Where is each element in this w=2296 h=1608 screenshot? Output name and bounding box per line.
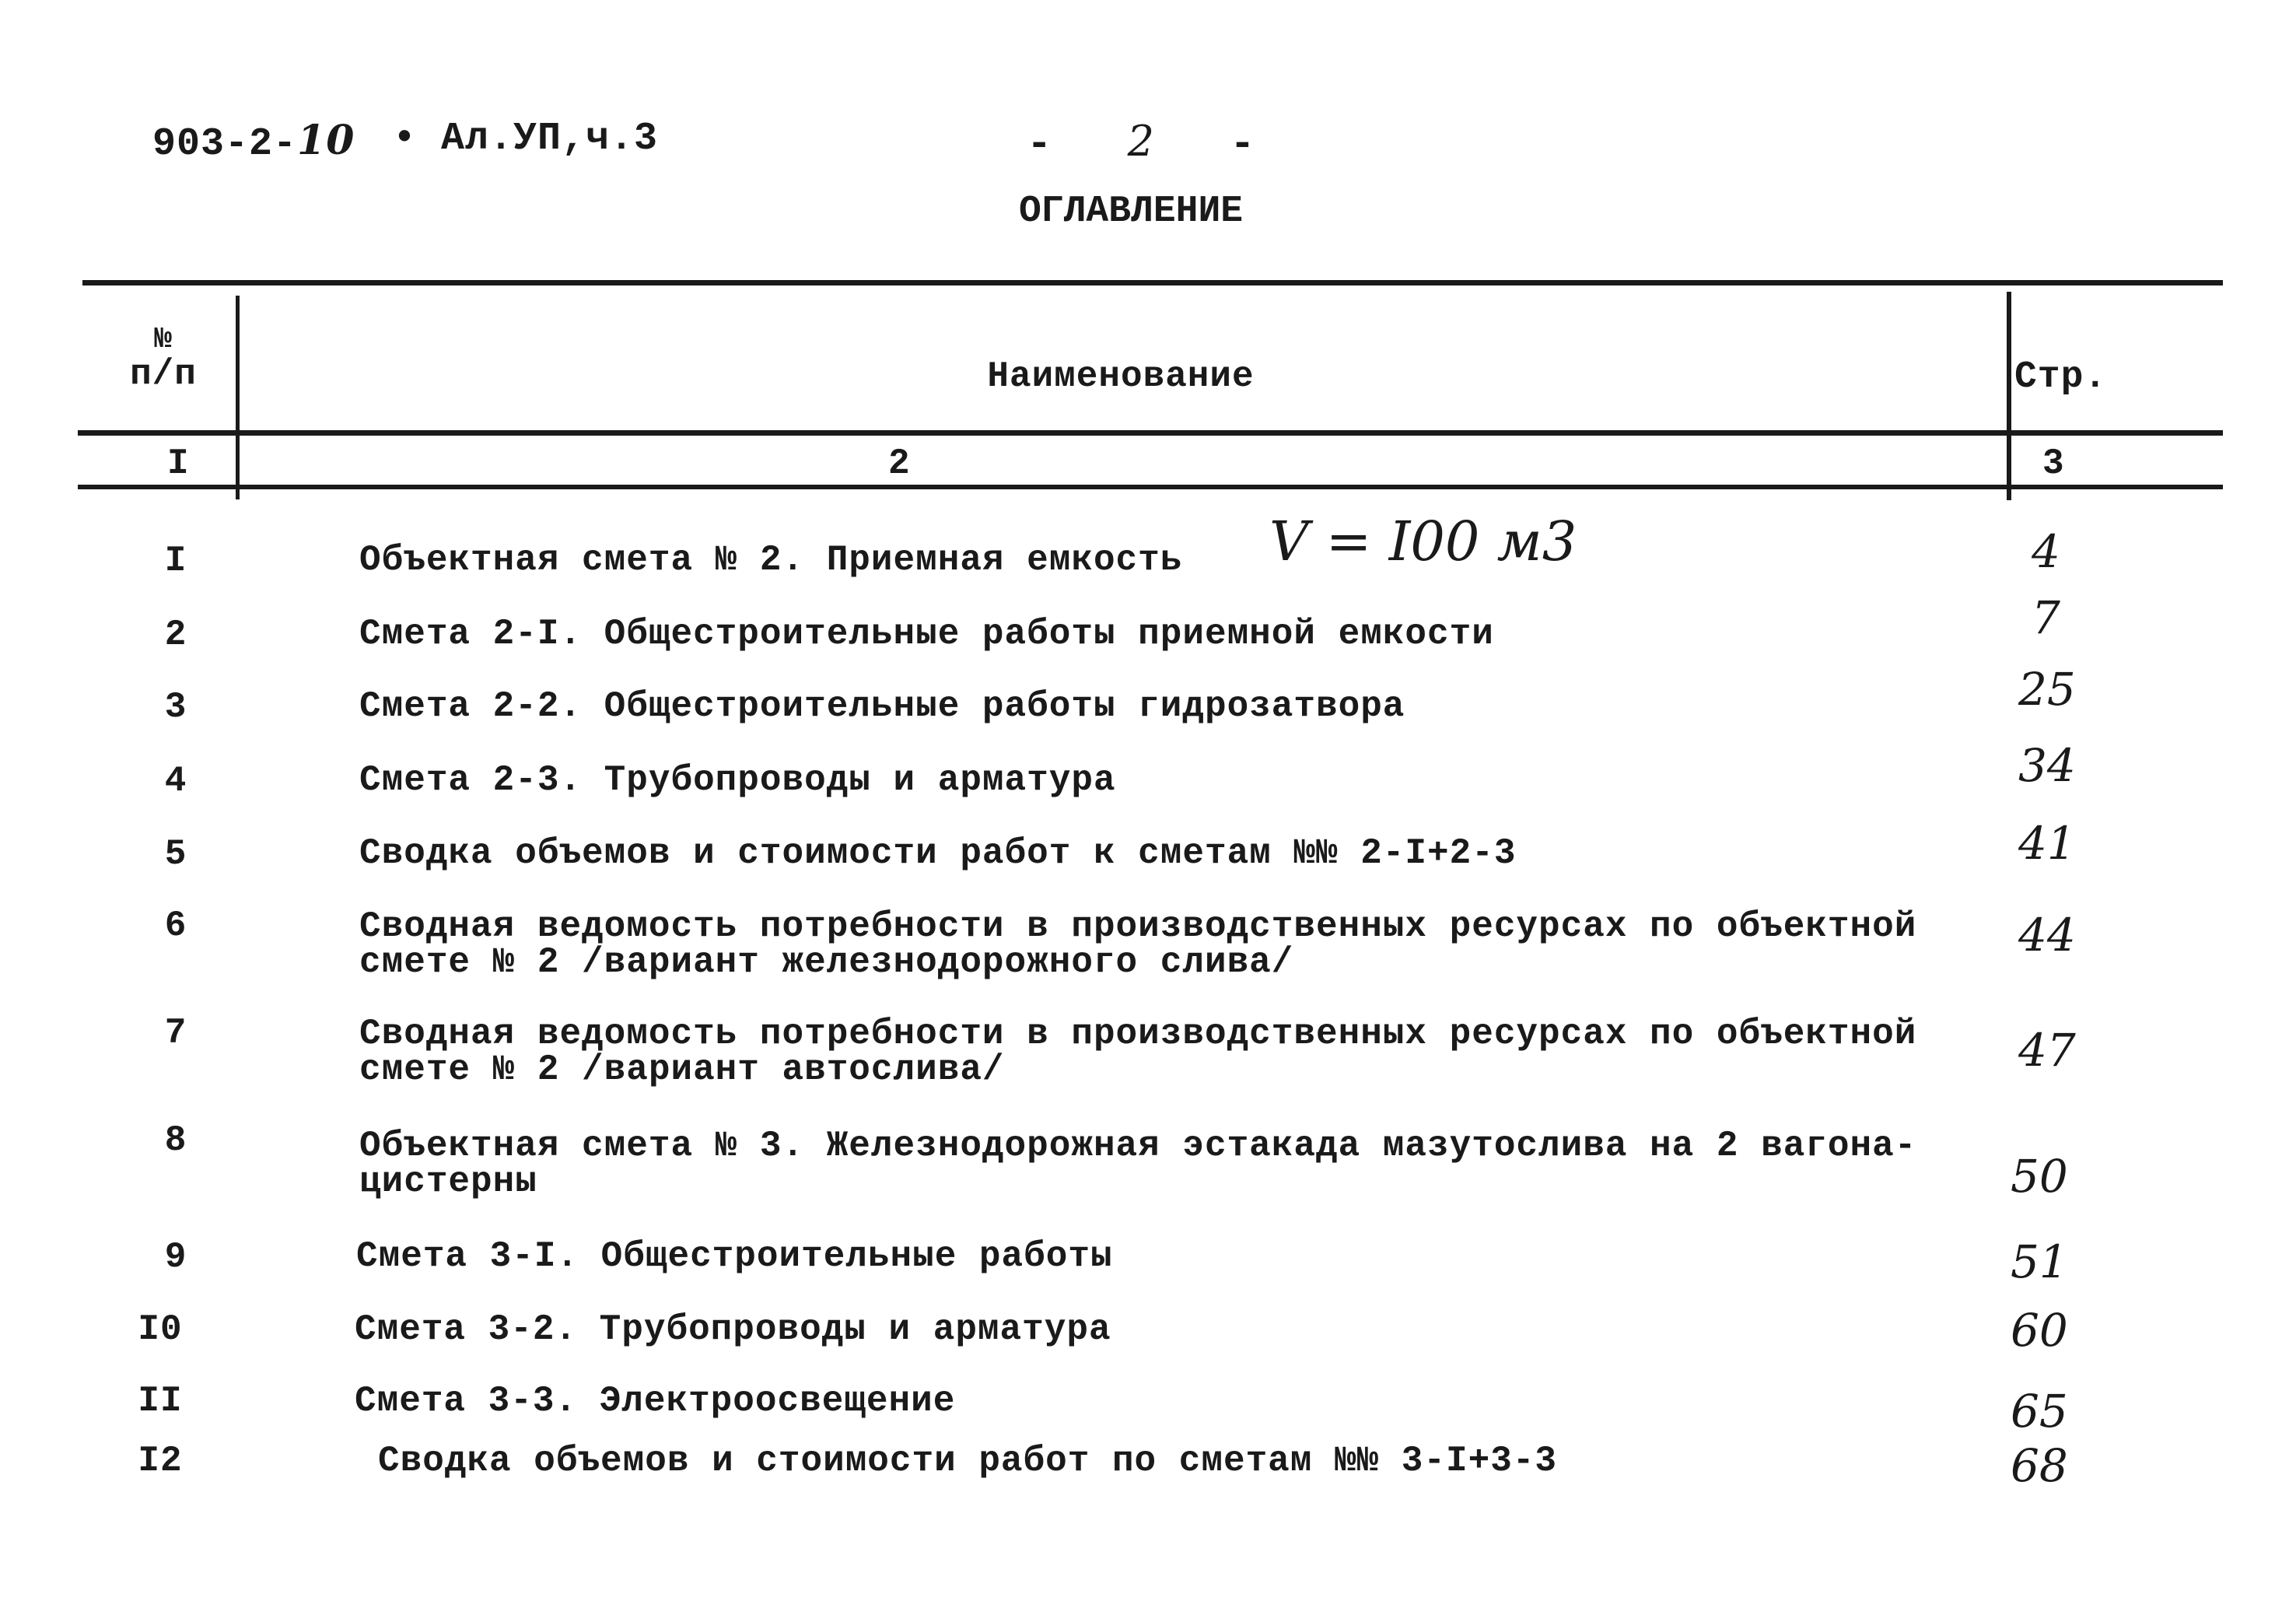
- document-code-handwritten-suffix: 10: [297, 117, 355, 164]
- row-1-title: [359, 510, 1577, 580]
- row-3-title: Смета 2-2. Общестроительные работы гидрозатвора: [359, 686, 1405, 727]
- page-number: - 2 -: [1027, 117, 1255, 169]
- row-10-number: I0: [138, 1309, 183, 1350]
- column-divider-left: [236, 296, 240, 499]
- row-2-page: 7: [2032, 591, 2060, 644]
- row-4-page: 34: [2018, 739, 2076, 792]
- row-12-title: Сводка объемов и стоимости работ по сметам №№ 3-I+3-3: [378, 1441, 1558, 1481]
- row-6-page: 44: [2018, 909, 2076, 962]
- row-11-title: Смета 3-3. Электроосвещение: [355, 1381, 956, 1421]
- document-series: • Ал.УП,ч.3: [393, 117, 659, 161]
- row-8-number: 8: [164, 1120, 187, 1161]
- table-colnum-rule: [78, 485, 2223, 489]
- row-2-number: 2: [164, 615, 187, 655]
- column-number-1: I: [167, 443, 190, 484]
- toc-title: ОГЛАВЛЕНИЕ: [1019, 191, 1244, 233]
- row-8-page: 50: [2011, 1150, 2068, 1203]
- row-12-number: I2: [138, 1441, 183, 1481]
- row-7-number: 7: [164, 1013, 187, 1053]
- table-header-rule: [78, 430, 2223, 436]
- row-1-number: I: [164, 541, 187, 581]
- row-11-page: 65: [2011, 1385, 2068, 1438]
- column-header-page: Стр.: [2014, 356, 2108, 398]
- row-4-title: Смета 2-3. Трубопроводы и арматура: [359, 760, 1116, 800]
- row-9-title: Смета 3-I. Общестроительные работы: [356, 1236, 1113, 1277]
- row-8-title: Объектная смета № 3. Железнодорожная эстакада мазутослива на 2 вагона- цистерны: [359, 1126, 1917, 1202]
- row-9-page: 51: [2011, 1235, 2068, 1288]
- document-code: [152, 117, 355, 166]
- table-top-rule: [82, 280, 2223, 286]
- row-5-title: Сводка объемов и стоимости работ к сметам №№ 2-I+2-3: [359, 833, 1517, 874]
- row-7-page: 47: [2018, 1024, 2076, 1077]
- row-9-number: 9: [164, 1237, 187, 1277]
- row-5-number: 5: [164, 834, 187, 874]
- row-10-title: Смета 3-2. Трубопроводы и арматура: [355, 1309, 1111, 1350]
- column-number-3: 3: [2042, 443, 2065, 484]
- row-1-title-text: Объектная смета № 2. Приемная емкость: [359, 540, 1183, 580]
- row-6-number: 6: [164, 906, 187, 946]
- document-code-prefix: 903-2-: [152, 122, 298, 166]
- row-6-title: Сводная ведомость потребности в производственных ресурсах по объектной смете № 2 /вариант железнодорожного слива/: [359, 906, 1917, 983]
- row-2-title: Смета 2-I. Общестроительные работы приемной емкости: [359, 614, 1494, 654]
- number-symbol: №: [154, 323, 173, 356]
- column-number-2: 2: [888, 443, 911, 484]
- row-4-number: 4: [164, 761, 187, 801]
- row-3-page: 25: [2018, 663, 2076, 716]
- row-12-page: 68: [2011, 1439, 2068, 1492]
- row-1-volume: V = I00 м3: [1269, 510, 1577, 573]
- page-number-value: 2: [1127, 117, 1154, 166]
- number-label: п/п: [130, 354, 197, 394]
- row-1-page: 4: [2032, 525, 2060, 578]
- row-10-page: 60: [2011, 1304, 2068, 1357]
- column-header-name: Наименование: [987, 356, 1255, 397]
- row-11-number: II: [138, 1381, 183, 1421]
- column-divider-right: [2007, 292, 2011, 500]
- column-header-number: [117, 323, 210, 394]
- row-3-number: 3: [164, 687, 187, 727]
- row-7-title: Сводная ведомость потребности в производственных ресурсах по объектной смете № 2 /вариант автослива/: [359, 1014, 1917, 1090]
- row-5-page: 41: [2018, 817, 2076, 870]
